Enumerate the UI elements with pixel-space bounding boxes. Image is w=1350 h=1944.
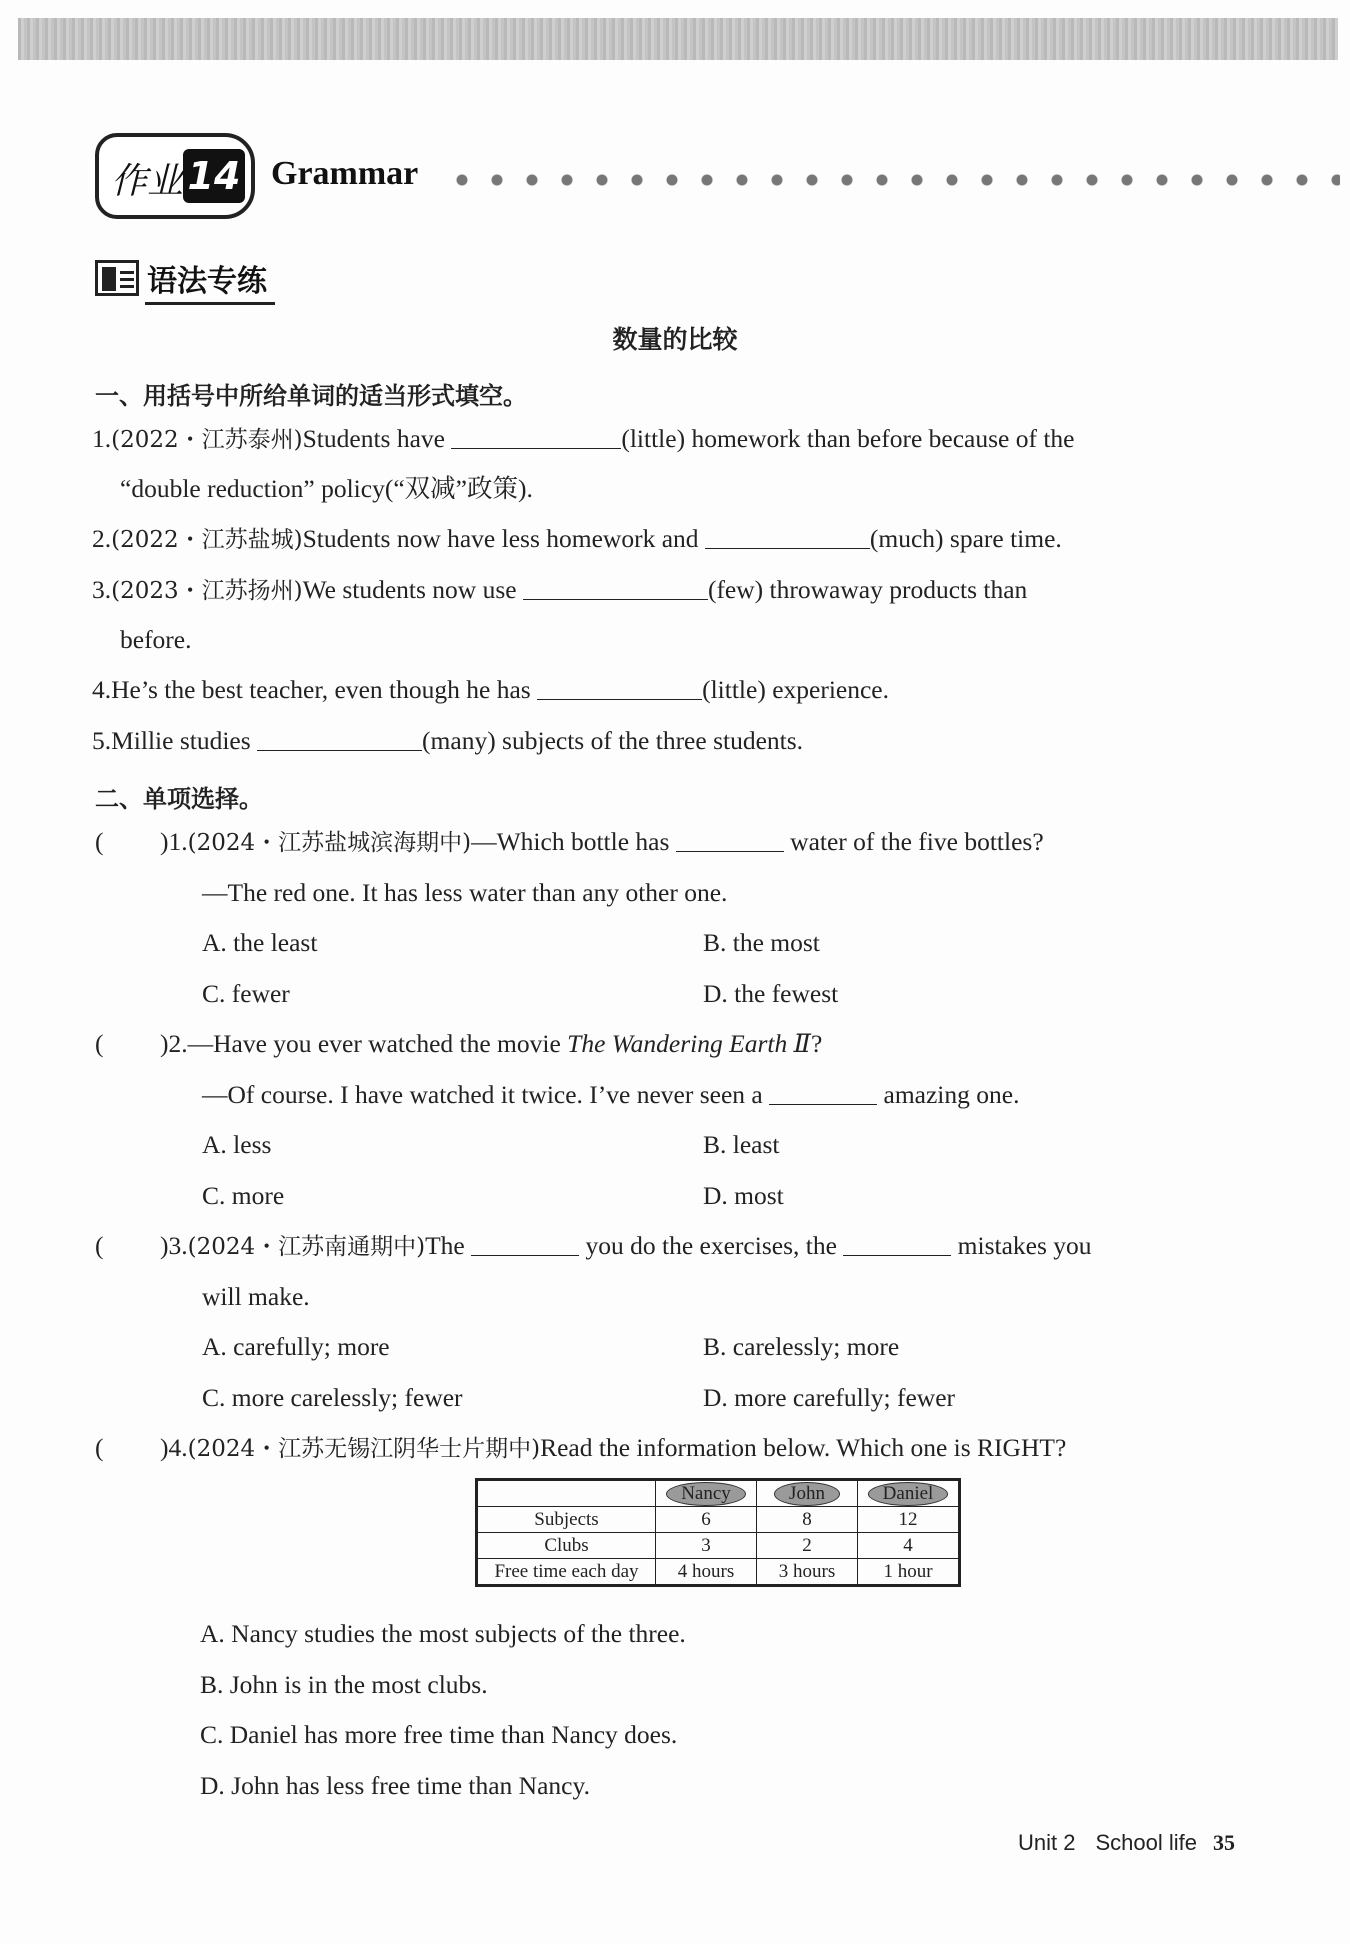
p2-question-2-reply: —Of course. I have watched it twice. I’ve never seen a amazing one. — [202, 1080, 1020, 1109]
top-scan-band — [18, 18, 1338, 60]
table-cell: 3 hours — [757, 1559, 858, 1586]
option-c[interactable]: C. more — [202, 1181, 285, 1210]
p1-question-4: 4.He’s the best teacher, even though he has (little) experience. — [92, 675, 889, 704]
dotted-rule — [455, 173, 1340, 187]
table-cell: 4 — [858, 1533, 960, 1559]
table-cell: 3 — [656, 1533, 757, 1559]
option-c[interactable]: C. more carelessly; fewer — [202, 1383, 463, 1412]
answer-blank[interactable] — [471, 1233, 579, 1256]
table-cell: 1 hour — [858, 1559, 960, 1586]
answer-blank[interactable] — [769, 1082, 877, 1105]
answer-blank[interactable] — [537, 677, 702, 700]
answer-paren[interactable]: ( — [95, 1231, 104, 1260]
p2-question-3: )3.(2024・江苏南通期中)The you do the exercises, the mistakes you — [160, 1231, 1092, 1260]
footer-title: School life — [1095, 1830, 1197, 1855]
assignment-header — [95, 133, 1345, 223]
topic-title: 数量的比较 — [612, 325, 738, 354]
option-a[interactable]: A. Nancy studies the most subjects of the three. — [200, 1619, 686, 1648]
p1-question-5: 5.Millie studies (many) subjects of the three students. — [92, 726, 804, 755]
option-d[interactable]: D. more carefully; fewer — [703, 1383, 956, 1412]
badge-number: 14 — [183, 149, 245, 203]
row-label: Subjects — [477, 1507, 656, 1533]
option-c[interactable]: C. Daniel has more free time than Nancy does. — [200, 1720, 678, 1749]
option-d[interactable]: D. John has less free time than Nancy. — [200, 1771, 590, 1800]
answer-blank[interactable] — [257, 728, 422, 751]
p2-question-2: )2.—Have you ever watched the movie The Wandering Earth Ⅱ? — [160, 1029, 823, 1058]
movie-title: The Wandering Earth Ⅱ — [567, 1029, 811, 1058]
table-row — [477, 1507, 960, 1533]
option-a[interactable]: A. less — [202, 1130, 272, 1159]
answer-blank[interactable] — [676, 829, 784, 852]
row-label: Clubs — [477, 1533, 656, 1559]
page-footer — [1018, 1830, 1235, 1856]
part1-heading: 一、用括号中所给单词的适当形式填空。 — [95, 382, 527, 410]
p2-question-1: )1.(2024・江苏盐城滨海期中)—Which bottle has water of the five bottles? — [160, 827, 1044, 856]
option-d[interactable]: D. most — [703, 1181, 784, 1210]
answer-blank[interactable] — [523, 577, 708, 600]
badge-text: 作业 — [111, 161, 184, 202]
table-corner — [477, 1480, 656, 1507]
answer-blank[interactable] — [451, 426, 621, 449]
section-label: 语法专练 — [145, 256, 275, 305]
table-cell: 2 — [757, 1533, 858, 1559]
option-b[interactable]: B. John is in the most clubs. — [200, 1670, 488, 1699]
answer-paren[interactable]: ( — [95, 827, 104, 856]
option-d[interactable]: D. the fewest — [703, 979, 839, 1008]
option-a[interactable]: A. the least — [202, 928, 318, 957]
table-row — [477, 1559, 960, 1586]
page-title: Grammar — [271, 155, 419, 192]
p2-question-3-cont: will make. — [202, 1282, 310, 1311]
p1-question-3: 3.(2023・江苏扬州)We students now use (few) throwaway products than — [92, 575, 1028, 604]
table-header-cell: John — [757, 1480, 858, 1507]
option-a[interactable]: A. carefully; more — [202, 1332, 390, 1361]
p1-question-2: 2.(2022・江苏盐城)Students now have less homework and (much) spare time. — [92, 524, 1062, 553]
assignment-badge — [95, 133, 255, 219]
footer-unit: Unit 2 — [1018, 1830, 1076, 1855]
p1-question-3-cont: before. — [120, 625, 192, 654]
p1-question-1: 1.(2022・江苏泰州)Students have (little) homework than before because of the — [92, 424, 1075, 453]
page-number: 35 — [1213, 1830, 1235, 1855]
table-cell: 12 — [858, 1507, 960, 1533]
answer-blank[interactable] — [843, 1233, 951, 1256]
option-b[interactable]: B. least — [703, 1130, 780, 1159]
info-table — [475, 1478, 961, 1587]
option-c[interactable]: C. fewer — [202, 979, 290, 1008]
table-header-row — [477, 1480, 960, 1507]
table-cell: 6 — [656, 1507, 757, 1533]
p1-question-1-cont: “double reduction” policy(“双减”政策). — [120, 474, 533, 503]
table-cell: 8 — [757, 1507, 858, 1533]
table-header-cell: Daniel — [858, 1480, 960, 1507]
answer-paren[interactable]: ( — [95, 1029, 104, 1058]
table-row — [477, 1533, 960, 1559]
answer-blank[interactable] — [705, 526, 870, 549]
row-label: Free time each day — [477, 1559, 656, 1586]
answer-paren[interactable]: ( — [95, 1433, 104, 1462]
p2-question-1-reply: —The red one. It has less water than any other one. — [202, 878, 728, 907]
option-b[interactable]: B. the most — [703, 928, 820, 957]
table-cell: 4 hours — [656, 1559, 757, 1586]
part2-heading: 二、单项选择。 — [95, 785, 263, 813]
option-b[interactable]: B. carelessly; more — [703, 1332, 900, 1361]
table-header-cell: Nancy — [656, 1480, 757, 1507]
book-icon — [95, 260, 139, 296]
p2-question-4: )4.(2024・江苏无锡江阴华士片期中)Read the information below. Which one is RIGHT? — [160, 1433, 1067, 1462]
